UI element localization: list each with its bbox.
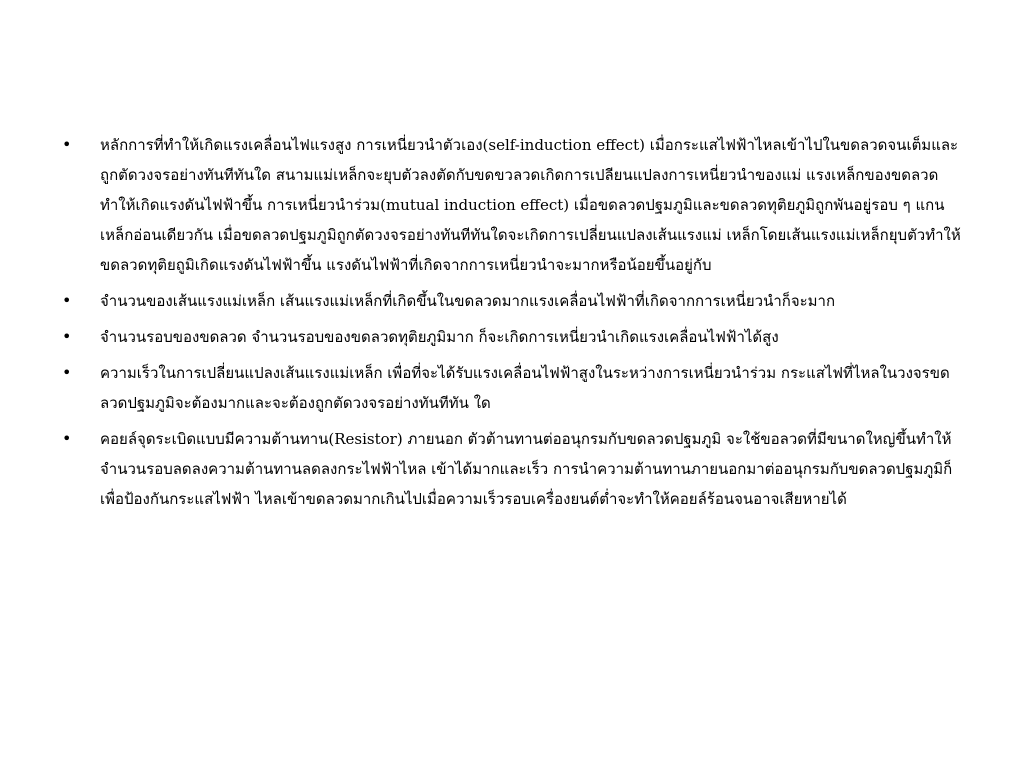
bullet-icon: • — [62, 363, 72, 382]
bullet-text: หลักการที่ทำให้เกิดแรงเคลื่อนไฟแรงสูง การเหนี่ยวนำตัวเอง(self-induction effect) เมื่อกระแสไฟฟ้าไหลเข้าไปในขดลวดจนเต็มและถูกตัดวงจรอย่างทันทีทันใด สนามแม่เหล็กจะยุบตัวลงตัดกับขดขวลวดเกิดการเปลียนแปลงการเหนี่ยวนำของแม่ แรงเหล็กของขดลวดทำให้เกิดแรงดันไฟฟ้าขึ้น การเหนี่ยวนำร่วม(mutual induction effect) เมื่อขดลวดปฐมภูมิและขดลวดทุติยภูมิถูกพันอยู่รอบ ๆ แกนเหล็กอ่อนเดียวกัน เมื่อขดลวดปฐมภูมิถูกตัดวงจรอย่างทันทีทันใดจะเกิดการเปลี่ยนแปลงเส้นแรงแม่ เหล็กโดยเส้นแรงแม่เหล็กยุบตัวทำให้ขดลวดทุติยถูมิเกิดแรงดันไฟฟ้าขึ้น แรงดันไฟฟ้าที่เกิดจากการเหนี่ยวนำจะมากหรือน้อยขึ้นอยู่กับ — [100, 136, 961, 274]
bullet-text: จำนวนรอบของขดลวด จำนวนรอบของขดลวดทุติยภูมิมาก ก็จะเกิดการเหนี่ยวนำเกิดแรงเคลื่อนไฟฟ้าได้สูง — [100, 328, 779, 346]
bullet-icon: • — [62, 429, 72, 448]
bullet-text: คอยล์จุดระเบิดแบบมีความต้านทาน(Resistor) ภายนอก ตัวต้านทานต่ออนุกรมกับขดลวดปฐมภูมิ จะใช้ขอลวดที่มีขนาดใหญ่ขึ้นทำให้จำนวนรอบลดลงความต้านทานลดลงกระไฟฟ้าไหล เข้าได้มากและเร็ว การนำความต้านทานภายนอกมาต่ออนุกรมกับขดลวดปฐมภูมิก็เพื่อป้องกันกระแสไฟฟ้า ไหลเข้าขดลวดมากเกินไปเมื่อความเร็วรอบเครื่องยนต์ต่ำจะทำให้คอยล์ร้อนจนอาจเสียหายได้ — [100, 430, 953, 508]
bullet-icon: • — [62, 135, 72, 154]
bullet-icon: • — [62, 327, 72, 346]
list-item — [62, 130, 972, 280]
bullet-icon: • — [62, 291, 72, 310]
list-item — [62, 322, 972, 352]
bullet-list — [62, 130, 972, 520]
list-item — [62, 286, 972, 316]
list-item — [62, 358, 972, 418]
list-item — [62, 424, 972, 514]
bullet-text: ความเร็วในการเปลี่ยนแปลงเส้นแรงแม่เหล็ก เพื่อที่จะได้รับแรงเคลื่อนไฟฟ้าสูงในระหว่างการเหนี่ยวนำร่วม กระแสไฟที่ไหลในวงจรขดลวดปฐมภูมิจะต้องมากและจะต้องถูกตัดวงจรอย่างทันทีทัน ใด — [100, 364, 950, 412]
bullet-text: จำนวนของเส้นแรงแม่เหล็ก เส้นแรงแม่เหล็กที่เกิดขึ้นในขดลวดมากแรงเคลื่อนไฟฟ้าที่เกิดจากการเหนี่ยวนำก็จะมาก — [100, 292, 836, 310]
